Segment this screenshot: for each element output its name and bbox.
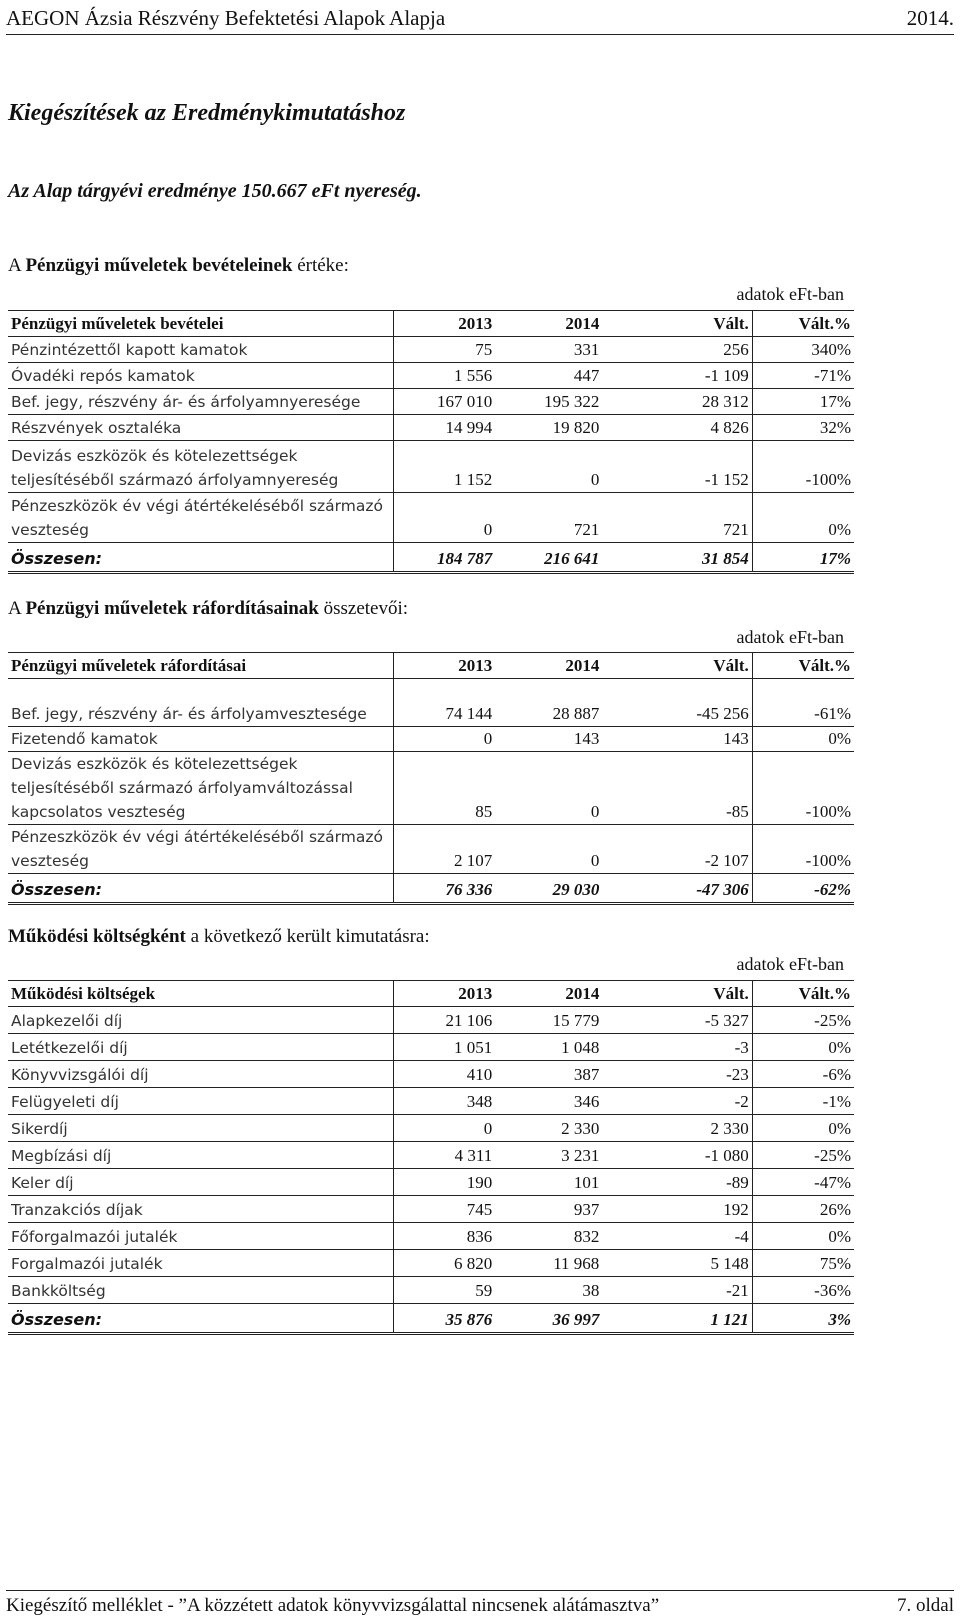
value-change-pct: -1% xyxy=(752,1088,854,1115)
table-row xyxy=(8,1088,854,1115)
section2-unit: adatok eFt-ban xyxy=(736,627,844,647)
value-2013: 2013 xyxy=(394,311,496,337)
section3-intro: Működési költségként a következő került kimutatásra: xyxy=(8,926,430,947)
value-2013: 74 144 xyxy=(394,679,496,727)
row-label: Részvények osztaléka xyxy=(8,415,394,441)
row-label: Keler díj xyxy=(8,1169,394,1196)
value-change-pct: Vált.% xyxy=(752,653,854,679)
value-2013: 167 010 xyxy=(394,389,496,415)
value-change: 143 xyxy=(602,727,752,752)
value-2014: 2 330 xyxy=(495,1115,602,1142)
value-change-pct: 26% xyxy=(752,1196,854,1223)
value-2013: 0 xyxy=(394,493,496,543)
row-label: Bef. jegy, részvény ár- és árfolyamnyeresége xyxy=(8,389,394,415)
footer-page: 7. oldal xyxy=(897,1595,954,1616)
value-change: 1 121 xyxy=(602,1304,752,1334)
row-label: Főforgalmazói jutalék xyxy=(8,1223,394,1250)
table-row xyxy=(8,1223,854,1250)
value-2014: 387 xyxy=(495,1061,602,1088)
row-label: Könyvvizsgálói díj xyxy=(8,1061,394,1088)
value-2013: 410 xyxy=(394,1061,496,1088)
table-row xyxy=(8,1169,854,1196)
value-2014: 1 048 xyxy=(495,1034,602,1061)
row-label: Devizás eszközök és kötelezettségek teljesítéséből származó árfolyamnyereség xyxy=(8,441,394,493)
value-2014: 2014 xyxy=(495,311,602,337)
table-row xyxy=(8,363,854,389)
value-change: -89 xyxy=(602,1169,752,1196)
value-change: -85 xyxy=(602,752,752,825)
value-2014: 937 xyxy=(495,1196,602,1223)
row-label: Összesen: xyxy=(8,1304,394,1334)
table-header-row xyxy=(8,653,854,679)
value-2014: 832 xyxy=(495,1223,602,1250)
value-2014: 216 641 xyxy=(495,543,602,573)
value-change-pct: 0% xyxy=(752,1034,854,1061)
value-2014: 28 887 xyxy=(495,679,602,727)
value-change: -2 107 xyxy=(602,825,752,874)
row-label: Sikerdíj xyxy=(8,1115,394,1142)
value-2013: 2013 xyxy=(394,981,496,1007)
value-2013: 348 xyxy=(394,1088,496,1115)
table-row xyxy=(8,337,854,363)
value-change: -5 327 xyxy=(602,1007,752,1034)
value-2014: 2014 xyxy=(495,981,602,1007)
value-2014: 3 231 xyxy=(495,1142,602,1169)
value-2013: 1 152 xyxy=(394,441,496,493)
value-change-pct: 340% xyxy=(752,337,854,363)
value-change-pct: 32% xyxy=(752,415,854,441)
value-change-pct: -36% xyxy=(752,1277,854,1304)
table-header-row xyxy=(8,981,854,1007)
table-row xyxy=(8,389,854,415)
value-change: 256 xyxy=(602,337,752,363)
value-2014: 331 xyxy=(495,337,602,363)
page-header xyxy=(6,4,954,35)
value-change: -4 xyxy=(602,1223,752,1250)
value-change-pct: -47% xyxy=(752,1169,854,1196)
value-2013: 85 xyxy=(394,752,496,825)
value-change-pct: Vált.% xyxy=(752,981,854,1007)
value-2013: 59 xyxy=(394,1277,496,1304)
table-row xyxy=(8,752,854,825)
value-change: 31 854 xyxy=(602,543,752,573)
value-change: -47 306 xyxy=(602,874,752,904)
row-label: Bankköltség xyxy=(8,1277,394,1304)
value-2014: 721 xyxy=(495,493,602,543)
value-change-pct: 0% xyxy=(752,727,854,752)
value-2014: 29 030 xyxy=(495,874,602,904)
value-2013: 2 107 xyxy=(394,825,496,874)
value-change: -1 109 xyxy=(602,363,752,389)
value-change: 5 148 xyxy=(602,1250,752,1277)
table-row xyxy=(8,727,854,752)
result-line: Az Alap tárgyévi eredménye 150.667 eFt nyereség. xyxy=(8,180,422,202)
page-heading: Kiegészítések az Eredménykimutatáshoz xyxy=(8,100,406,126)
section3-unit: adatok eFt-ban xyxy=(736,954,844,974)
row-label: Működési költségek xyxy=(8,981,394,1007)
expense-table xyxy=(8,652,854,905)
income-table xyxy=(8,310,854,574)
operating-cost-table xyxy=(8,980,854,1335)
value-2014: 0 xyxy=(495,825,602,874)
value-2014: 2014 xyxy=(495,653,602,679)
value-2013: 0 xyxy=(394,727,496,752)
value-change-pct: -6% xyxy=(752,1061,854,1088)
row-label: Megbízási díj xyxy=(8,1142,394,1169)
value-2014: 15 779 xyxy=(495,1007,602,1034)
value-2013: 190 xyxy=(394,1169,496,1196)
value-change: Vált. xyxy=(602,653,752,679)
table-row xyxy=(8,1115,854,1142)
value-change: -21 xyxy=(602,1277,752,1304)
value-2013: 14 994 xyxy=(394,415,496,441)
value-2014: 346 xyxy=(495,1088,602,1115)
value-change: -1 152 xyxy=(602,441,752,493)
value-change: -1 080 xyxy=(602,1142,752,1169)
table-row xyxy=(8,441,854,493)
value-change-pct: -100% xyxy=(752,441,854,493)
row-label: Bef. jegy, részvény ár- és árfolyamvesztesége xyxy=(8,679,394,727)
row-label: Devizás eszközök és kötelezettségek teljesítéséből származó árfolyamváltozással kapcsolatos veszteség xyxy=(8,752,394,825)
page-footer xyxy=(6,1590,954,1616)
value-2013: 0 xyxy=(394,1115,496,1142)
row-label: Pénzeszközök év végi átértékeléséből származó veszteség xyxy=(8,825,394,874)
value-2013: 745 xyxy=(394,1196,496,1223)
table-row xyxy=(8,825,854,874)
value-2013: 184 787 xyxy=(394,543,496,573)
table-row xyxy=(8,679,854,727)
value-change: 4 826 xyxy=(602,415,752,441)
value-change-pct: -62% xyxy=(752,874,854,904)
value-change-pct: 75% xyxy=(752,1250,854,1277)
table-row xyxy=(8,493,854,543)
table-total-row xyxy=(8,874,854,904)
value-change: 2 330 xyxy=(602,1115,752,1142)
section1-unit: adatok eFt-ban xyxy=(736,284,844,304)
value-change: 28 312 xyxy=(602,389,752,415)
value-change-pct: -25% xyxy=(752,1142,854,1169)
value-change: Vált. xyxy=(602,311,752,337)
value-change: Vált. xyxy=(602,981,752,1007)
value-change-pct: 17% xyxy=(752,543,854,573)
value-change-pct: -25% xyxy=(752,1007,854,1034)
value-change-pct: -100% xyxy=(752,825,854,874)
row-label: Óvadéki repós kamatok xyxy=(8,363,394,389)
row-label: Felügyeleti díj xyxy=(8,1088,394,1115)
value-2014: 19 820 xyxy=(495,415,602,441)
value-2013: 4 311 xyxy=(394,1142,496,1169)
value-change-pct: -61% xyxy=(752,679,854,727)
value-change-pct: 3% xyxy=(752,1304,854,1334)
table-row xyxy=(8,1196,854,1223)
value-change: 721 xyxy=(602,493,752,543)
value-change: -3 xyxy=(602,1034,752,1061)
header-year: 2014. xyxy=(906,6,954,30)
table-header-row xyxy=(8,311,854,337)
table-row xyxy=(8,1061,854,1088)
value-2013: 2013 xyxy=(394,653,496,679)
row-label: Letétkezelői díj xyxy=(8,1034,394,1061)
value-change-pct: 0% xyxy=(752,1115,854,1142)
value-2014: 447 xyxy=(495,363,602,389)
value-change-pct: 0% xyxy=(752,493,854,543)
row-label: Pénzügyi műveletek bevételei xyxy=(8,311,394,337)
value-2014: 0 xyxy=(495,752,602,825)
row-label: Pénzügyi műveletek ráfordításai xyxy=(8,653,394,679)
value-2014: 36 997 xyxy=(495,1304,602,1334)
value-2013: 35 876 xyxy=(394,1304,496,1334)
value-2014: 11 968 xyxy=(495,1250,602,1277)
value-2013: 76 336 xyxy=(394,874,496,904)
value-change: -2 xyxy=(602,1088,752,1115)
table-row xyxy=(8,1007,854,1034)
value-2013: 21 106 xyxy=(394,1007,496,1034)
table-row xyxy=(8,1250,854,1277)
row-label: Pénzeszközök év végi átértékeléséből származó veszteség xyxy=(8,493,394,543)
value-2013: 6 820 xyxy=(394,1250,496,1277)
row-label: Összesen: xyxy=(8,874,394,904)
value-change-pct: -100% xyxy=(752,752,854,825)
value-2014: 195 322 xyxy=(495,389,602,415)
value-2013: 1 051 xyxy=(394,1034,496,1061)
value-2014: 143 xyxy=(495,727,602,752)
section2-intro: A Pénzügyi műveletek ráfordításainak összetevői: xyxy=(8,598,409,619)
value-2014: 38 xyxy=(495,1277,602,1304)
table-row xyxy=(8,1034,854,1061)
value-2013: 75 xyxy=(394,337,496,363)
footer-text: Kiegészítő melléklet - ”A közzétett adatok könyvvizsgálattal nincsenek alátámasztva” xyxy=(6,1595,660,1616)
value-2014: 101 xyxy=(495,1169,602,1196)
value-change-pct: 17% xyxy=(752,389,854,415)
table-row xyxy=(8,1277,854,1304)
row-label: Tranzakciós díjak xyxy=(8,1196,394,1223)
header-title: AEGON Ázsia Részvény Befektetési Alapok Alapja xyxy=(6,6,446,30)
row-label: Összesen: xyxy=(8,543,394,573)
row-label: Forgalmazói jutalék xyxy=(8,1250,394,1277)
value-change: -23 xyxy=(602,1061,752,1088)
value-change: -45 256 xyxy=(602,679,752,727)
row-label: Fizetendő kamatok xyxy=(8,727,394,752)
value-change-pct: Vált.% xyxy=(752,311,854,337)
value-2014: 0 xyxy=(495,441,602,493)
table-row xyxy=(8,415,854,441)
table-total-row xyxy=(8,1304,854,1334)
row-label: Pénzintézettől kapott kamatok xyxy=(8,337,394,363)
value-change: 192 xyxy=(602,1196,752,1223)
value-2013: 1 556 xyxy=(394,363,496,389)
value-change-pct: -71% xyxy=(752,363,854,389)
section1-intro: A Pénzügyi műveletek bevételeinek értéke: xyxy=(8,255,349,276)
value-change-pct: 0% xyxy=(752,1223,854,1250)
value-2013: 836 xyxy=(394,1223,496,1250)
row-label: Alapkezelői díj xyxy=(8,1007,394,1034)
table-row xyxy=(8,1142,854,1169)
table-total-row xyxy=(8,543,854,573)
